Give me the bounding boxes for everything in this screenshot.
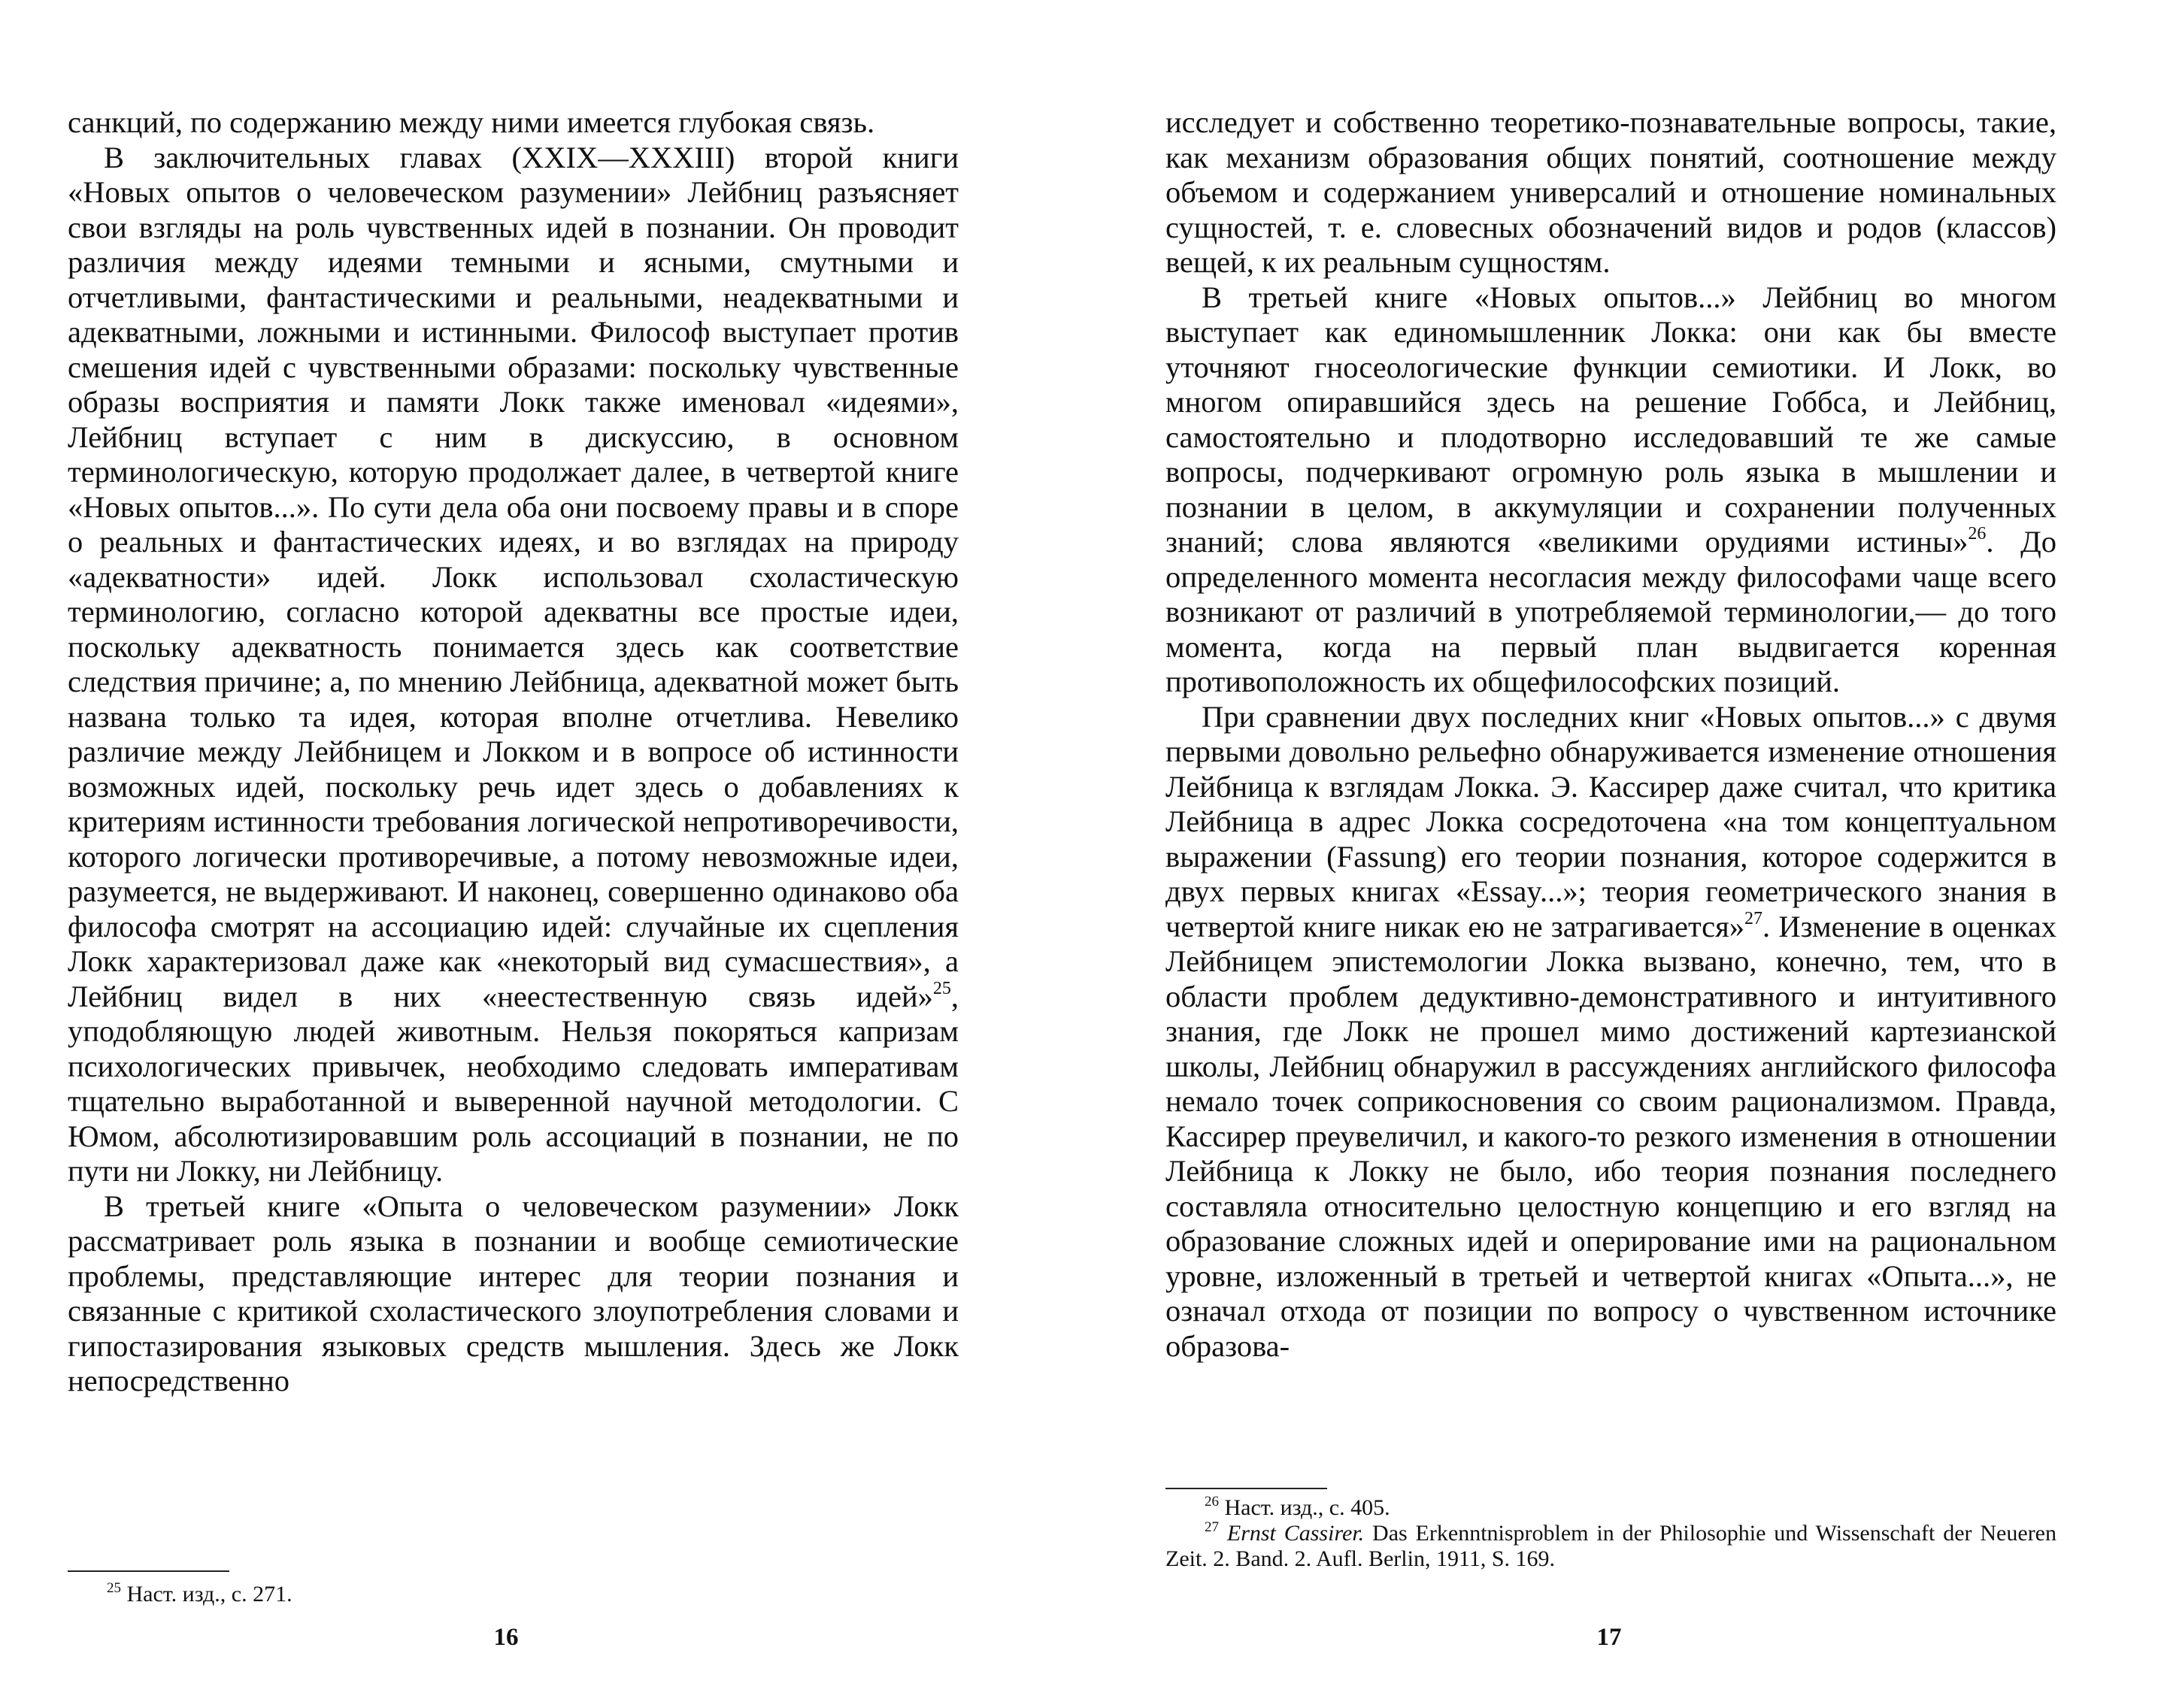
left-page-body xyxy=(68,105,959,1399)
footnote-number: 26 xyxy=(1205,1494,1219,1510)
paragraph-3-continued: . Изменение в оценках Лейбницем эпистемологии Локка вызвано, конечно, тем, что в области проблем дедуктивно-демонстративного и интуитивного знания, где Локк не прошел мимо достижений картезианской школы, Лейбниц обнаружил в рассуждениях английского философа немало точек соприкосновения со своим рационализмом. Правда, Кассирер преувеличил, и какого-то резкого изменения в отношении Лейбница к Локку не было, ибо теория познания последнего составляла относительно целостную концепцию и его взгляд на образование сложных идей и оперирование ими на рациональном уровне, изложенный в третьей и четвертой книгах «Опыта...», не означал отхода от позиции по вопросу о чувственном источнике образова- xyxy=(1165,909,2056,1363)
paragraph-2-text: В заключительных главах (XXIX—XXXIII) второй книги «Новых опытов о человеческом разумении» Лейбниц разъясняет свои взгляды на роль чувственных идей в познании. Он проводит различия между идеями темными и ясными, смутными и отчетливыми, фантастическими и реальными, неадекватными и адекватными, ложными и истинными. Философ выступает против смешения идей с чувственными образами: поскольку чувственные образы восприятия и памяти Локк также именовал «идеями», Лейбниц вступает с ним в дискуссию, в основном терминологическую, которую продолжает далее, в четвертой книге «Новых опытов...». По сути дела оба они посвоему правы и в споре о реальных и фантастических идеях, и во взглядах на природу «адекватности» идей. Локк использовал схоластическую терминологию, согласно которой адекватны все простые идеи, поскольку адекватность понимается здесь как соответствие следствия причине; а, по мнению Лейбница, адекватной может быть названа только та идея, которая вполне отчетлива. Невелико различие между Лейбницем и Локком и в вопросе об истинности возможных идей, поскольку речь идет здесь о добавлениях к критериям истинности требования логической непротиворечивости, которого логически противоречивые, а потому невозможные идеи, разумеется, не выдерживают. И наконец, совершенно одинаково оба философа смотрят на ассоциацию идей: случайные их сцепления Локк характеризовал даже как «некоторый вид сумасшествия», а Лейбниц видел в них «неестественную связь идей» xyxy=(68,140,959,1013)
footnote-number: 27 xyxy=(1205,1519,1219,1535)
footnote-27 xyxy=(1165,1521,2056,1572)
footnote-text: Наст. изд., с. 271. xyxy=(126,1582,292,1607)
paragraph-3-text: При сравнении двух последних книг «Новых опытов...» с двумя первыми довольно рельефно обнаруживается изменение отношения Лейбница к взглядам Локка. Э. Кассирер даже считал, что критика Лейбница в адрес Локка сосредоточена «на том концептуальном выражении (Fassung) его теории познания, которое содержится в двух первых книгах «Essay...»; теория геометрического знания в четвертой книге никак ею не затрагивается» xyxy=(1165,699,2056,943)
right-page-body xyxy=(1165,105,2056,1364)
paragraph-2-text: В третьей книге «Новых опытов...» Лейбниц во многом выступает как единомышленник Локка: они как бы вместе уточняют гносеологические функции семиотики. И Локк, во многом опиравшийся здесь на решение Гоббса, и Лейбниц, самостоятельно и плодотворно исследовавший те же самые вопросы, подчеркивают огромную роль языка в мышлении и познании в целом, в аккумуляции и сохранении полученных знаний; слова являются «великими орудиями истины» xyxy=(1165,280,2056,559)
page-number: 16 xyxy=(493,1624,519,1651)
paragraph-2-continued: . До определенного момента несогласия между философами чаще всего возникают от различий в употребляемой терминологии,— до того момента, когда на первый план выдвигается коренная противоположность их общефилософских позиций. xyxy=(1165,525,2056,698)
paragraph-2 xyxy=(1165,280,2056,700)
footnote-rule xyxy=(1165,1488,1327,1489)
footnote-25 xyxy=(68,1582,959,1607)
footnote-26 xyxy=(1165,1495,2056,1521)
paragraph-1: исследует и собственно теоретико-познавательные вопросы, такие, как механизм образования общих понятий, соотношение между объемом и содержанием универсалий и отношение номинальных сущностей, т. е. словесных обозначений видов и родов (классов) вещей, к их реальным сущностям. xyxy=(1165,105,2056,279)
footnote-ref-27: 27 xyxy=(1744,908,1762,928)
footnote-number: 25 xyxy=(107,1580,121,1596)
right-page xyxy=(1165,105,2056,1684)
page-number: 17 xyxy=(1596,1624,1622,1651)
footnote-text: Наст. изд., с. 405. xyxy=(1224,1495,1390,1520)
paragraph-3 xyxy=(1165,700,2056,1364)
footnote-text: Das Erkenntnisproblem in der Philosophie und Wissenschaft der Neueren Zeit. 2. Band. 2. Aufl. Berlin, 1911, S. 169. xyxy=(1165,1521,2056,1571)
footnote-author: Ernst Cassirer. xyxy=(1226,1521,1365,1546)
paragraph-1: санкций, по содержанию между ними имеется глубокая связь. xyxy=(68,105,875,139)
footnote-ref-26: 26 xyxy=(1968,524,1987,544)
paragraph-3: В третьей книге «Опыта о человеческом разумении» Локк рассматривает роль языка в познании и вообще семиотические проблемы, представляющие интерес для теории познания и связанные с критикой схоластического злоупотребления словами и гипостазирования языковых средств мышления. Здесь же Локк непосредственно xyxy=(68,1189,959,1398)
left-page xyxy=(68,105,959,1684)
footnotes xyxy=(68,1582,959,1607)
footnotes xyxy=(1165,1495,2056,1572)
footnote-rule xyxy=(68,1570,229,1572)
footnote-ref-25: 25 xyxy=(932,978,951,998)
paragraph-2-continued: , уподобляющую людей животным. Нельзя покоряться капризам психологических привычек, необходимо следовать императивам тщательно выработанной и выверенной научной методологии. С Юмом, абсолютизировавшим роль ассоциаций в познании, не по пути ни Локку, ни Лейбницу. xyxy=(68,979,959,1188)
paragraph-2 xyxy=(68,141,959,1189)
